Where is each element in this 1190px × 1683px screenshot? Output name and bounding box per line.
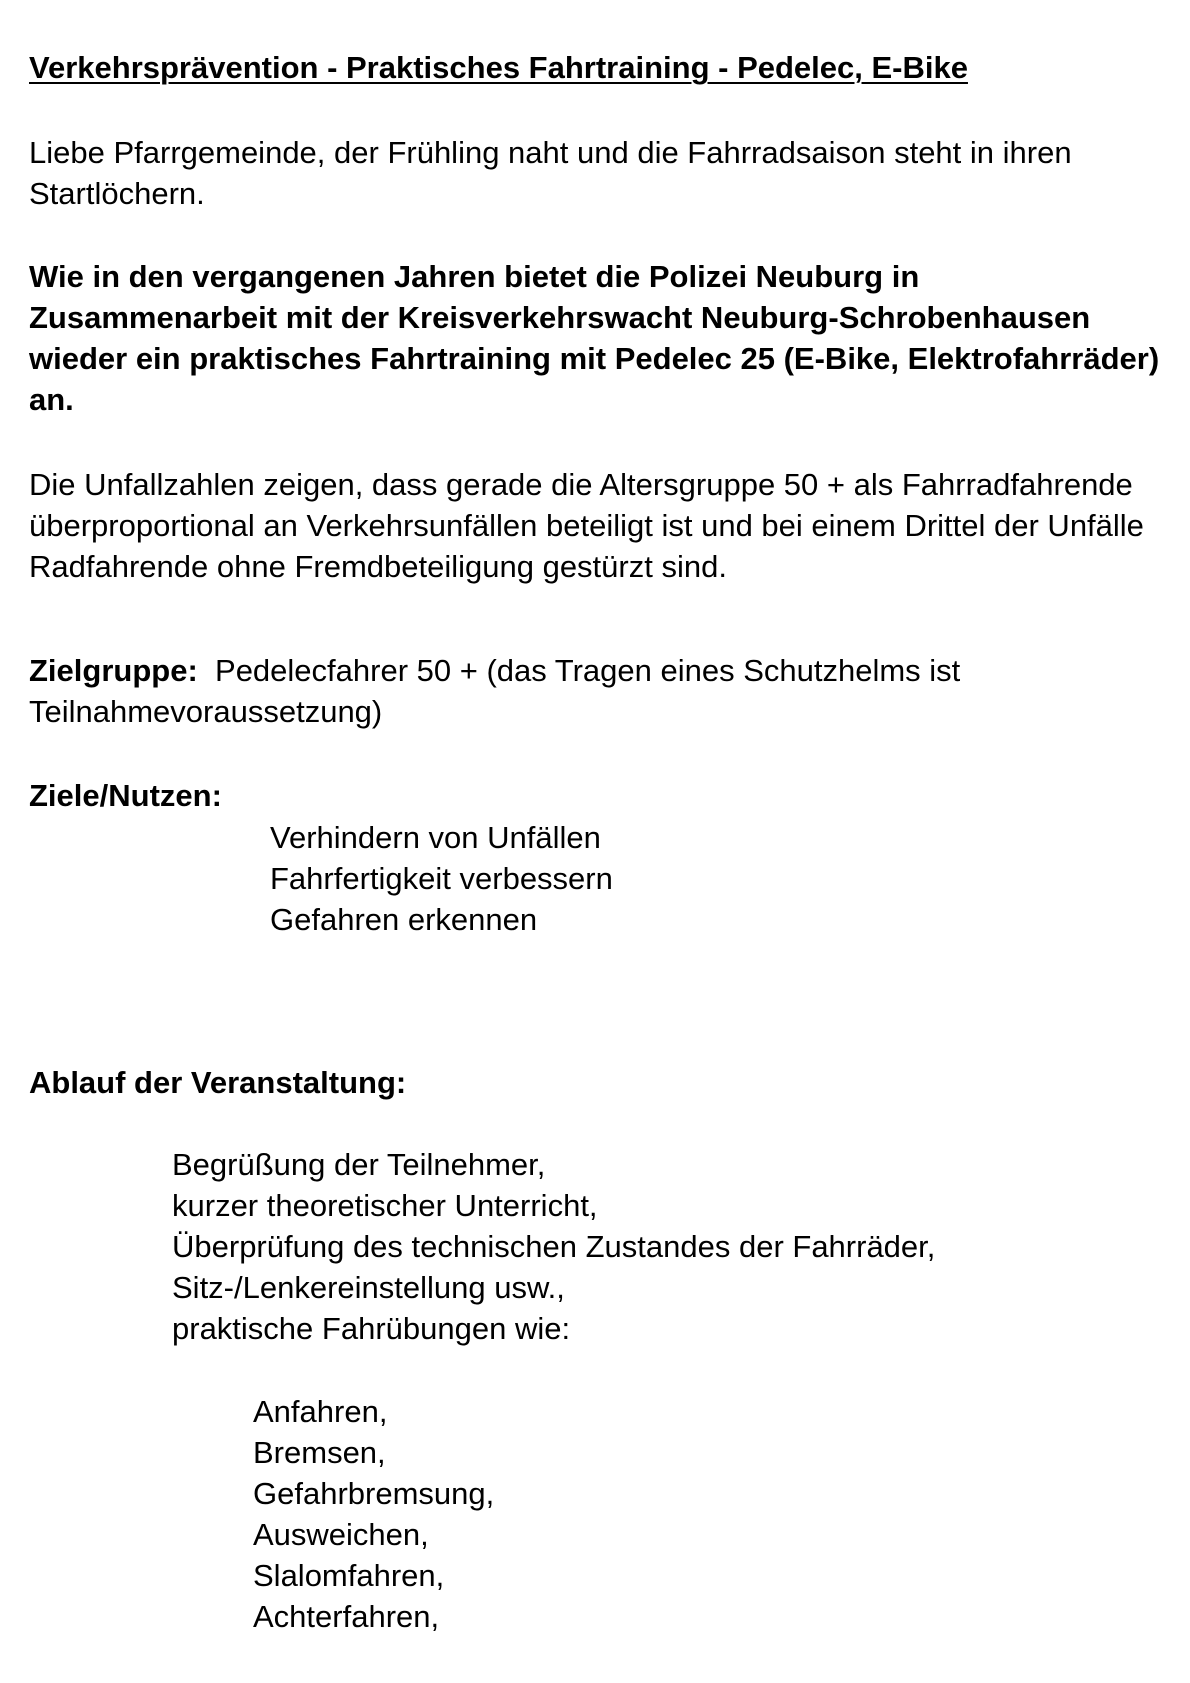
list-item: Gefahrbremsung, xyxy=(253,1476,495,1511)
ziele-list xyxy=(270,817,613,940)
list-item: Achterfahren, xyxy=(253,1599,440,1634)
list-item: Ausweichen, xyxy=(253,1517,429,1552)
ablauf-heading: Ablauf der Veranstaltung: xyxy=(29,1065,407,1100)
list-item: praktische Fahrübungen wie: xyxy=(172,1311,571,1346)
list-item: Verhindern von Unfällen xyxy=(270,820,601,855)
statistics-paragraph: Die Unfallzahlen zeigen, dass gerade die Altersgruppe 50 + als Fahrradfahrende überproportional an Verkehrsunfällen beteiligt ist und bei einem Drittel der Unfälle Radfahrende ohne Fremdbeteiligung gestürzt sind. xyxy=(29,467,1144,584)
announcement-paragraph: Wie in den vergangenen Jahren bietet die Polizei Neuburg in Zusammenarbeit mit der Kreisverkehrswacht Neuburg-Schrobenhausen wieder ein praktisches Fahrtraining mit Pedelec 25 (E-Bike, Elektrofahrräder) an. xyxy=(29,259,1160,417)
zielgruppe-text: Pedelecfahrer 50 + (das Tragen eines Schutzhelms ist Teilnahmevoraussetzung) xyxy=(29,653,961,729)
uebungen-list xyxy=(253,1391,494,1637)
list-item: Fahrfertigkeit verbessern xyxy=(270,861,613,896)
zielgruppe-paragraph xyxy=(29,650,1169,732)
zielgruppe-label: Zielgruppe: xyxy=(29,653,198,688)
list-item: kurzer theoretischer Unterricht, xyxy=(172,1188,598,1223)
ziele-heading: Ziele/Nutzen: xyxy=(29,778,222,813)
list-item: Sitz-/Lenkereinstellung usw., xyxy=(172,1270,565,1305)
intro-paragraph: Liebe Pfarrgemeinde, der Frühling naht und die Fahrradsaison steht in ihren Startlöchern. xyxy=(29,135,1072,211)
list-item: Überprüfung des technischen Zustandes der Fahrräder, xyxy=(172,1229,936,1264)
list-item: Anfahren, xyxy=(253,1394,388,1429)
list-item: Slalomfahren, xyxy=(253,1558,445,1593)
list-item: Gefahren erkennen xyxy=(270,902,538,937)
list-item: Bremsen, xyxy=(253,1435,386,1470)
list-item: Begrüßung der Teilnehmer, xyxy=(172,1147,546,1182)
ablauf-list xyxy=(172,1144,935,1349)
document-title: Verkehrsprävention - Praktisches Fahrtraining - Pedelec, E-Bike xyxy=(29,50,968,85)
